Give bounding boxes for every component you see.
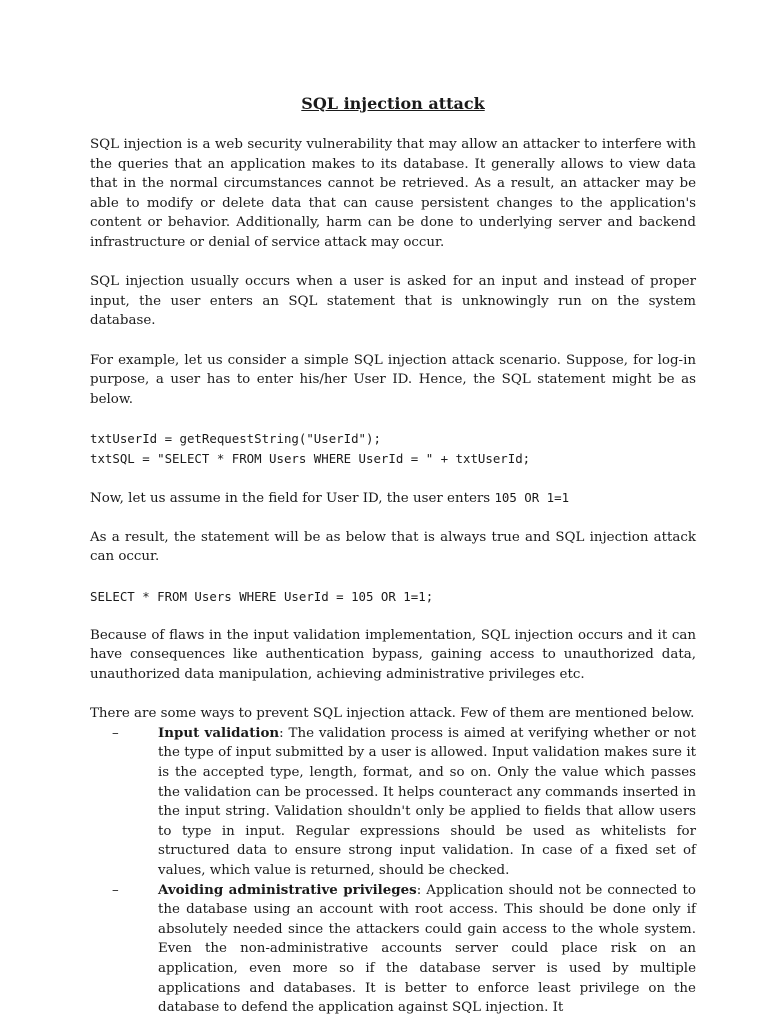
code-block-query: SELECT * FROM Users WHERE UserId = 105 OR 1=1; [90, 588, 434, 604]
example-paragraph: For example, let us consider a simple SQL injection attack scenario. Suppose, for log-in purpose, a user has to enter his/her User ID. Hence, the SQL statement might be as below. [90, 352, 696, 407]
prevent-intro-paragraph: There are some ways to prevent SQL injection attack. Few of them are mentioned below. [90, 706, 695, 722]
assume-paragraph [90, 488, 696, 509]
flaws-paragraph: Because of flaws in the input validation implementation, SQL injection occurs and it can have consequences like authentication bypass, gaining access to unauthorized data, unauthorized data manipulation, achieving administrative privileges etc. [90, 627, 696, 683]
document-title: SQL injection attack [301, 94, 485, 113]
document-page [90, 93, 696, 1018]
prevention-list [90, 724, 696, 1018]
list-item [90, 881, 696, 1018]
list-item [90, 724, 696, 881]
assume-text: Now, let us assume in the field for User ID, the user enters [90, 490, 495, 506]
result-paragraph: As a result, the statement will be as below that is always true and SQL injection attack can occur. [90, 529, 696, 565]
code-block-request: txtUserId = getRequestString("UserId"); txtSQL = "SELECT * FROM Users WHERE UserId = " + txtUserId; [90, 430, 531, 466]
list-item-body: : The validation process is aimed at verifying whether or not the type of input submitted by a user is allowed. Input validation makes sure it is the accepted type, length, format, and so on. Only the value which passes the validation can be processed. It helps counteract any commands inserted in the input string. Validation shouldn't only be applied to fields that allow users to type in input. Regular expressions should be used as whitelists for structured data to ensure strong input validation. In case of a fixed set of values, which value is returned, should be checked. [158, 725, 696, 878]
list-item-body: : Application should not be connected to the database using an account with root access. This should be done only if absolutely needed since the attackers could gain access to the whole system. Even the non-administrative accounts server could place risk on an application, even more so if the database server is used by multiple applications and databases. It is better to enforce least privilege on the database to defend the application against SQL injection. It [158, 882, 696, 1016]
occurs-paragraph: SQL injection usually occurs when a user is asked for an input and instead of proper input, the user enters an SQL statement that is unknowingly run on the system database. [90, 274, 696, 329]
list-item-heading: Avoiding administrative privileges [158, 881, 417, 898]
list-item-heading: Input validation [158, 724, 280, 741]
dash-bullet: – [112, 725, 119, 741]
intro-paragraph: SQL injection is a web security vulnerability that may allow an attacker to interfere with the queries that an application makes to its database. It generally allows to view data that in the normal circumstances cannot be retrieved. As a result, an attacker may be able to modify or delete data that can cause persistent changes to the application's content or behavior. Additionally, harm can be done to underlying server and backend infrastructure or denial of service attack may occur. [90, 137, 696, 250]
assume-inline-code: 105 OR 1=1 [494, 489, 570, 505]
dash-bullet: – [112, 882, 119, 898]
